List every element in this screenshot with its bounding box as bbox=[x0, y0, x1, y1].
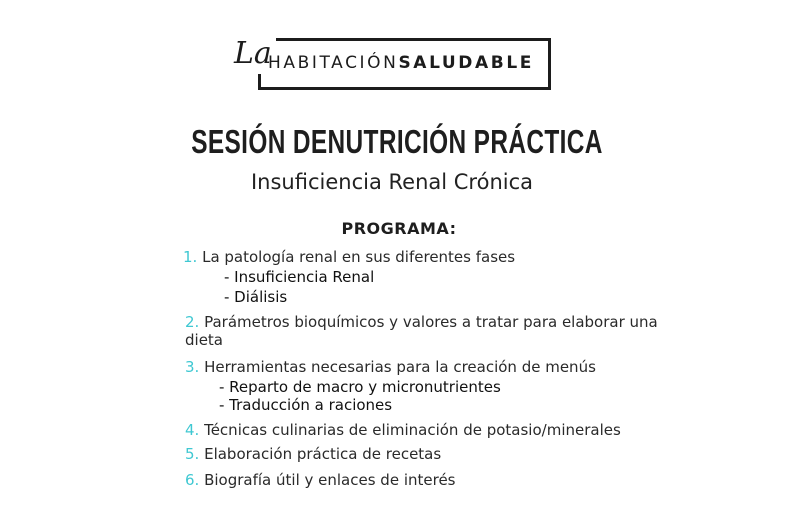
program-item-1 bbox=[183, 247, 515, 267]
page-subtitle: Insuficiencia Renal Crónica bbox=[250, 170, 533, 194]
program-subitem: - Traducción a raciones bbox=[219, 396, 393, 414]
program-item-6 bbox=[185, 470, 456, 490]
logo-script: La bbox=[232, 34, 276, 74]
program-item-2-continuation: dieta bbox=[185, 331, 223, 349]
page-title: SESIÓN DENUTRICIÓN PRÁCTICA bbox=[191, 123, 603, 160]
program-item-3 bbox=[185, 357, 596, 377]
program-item-4 bbox=[185, 420, 621, 440]
item-number: 2. bbox=[185, 313, 200, 331]
item-number: 4. bbox=[185, 421, 200, 439]
program-item-5 bbox=[185, 444, 441, 464]
item-number: 1. bbox=[183, 248, 198, 266]
program-subitem: - Diálisis bbox=[224, 288, 288, 306]
program-item-2 bbox=[185, 312, 658, 332]
item-text: Técnicas culinarias de eliminación de potasio/minerales bbox=[204, 421, 621, 439]
item-text: Herramientas necesarias para la creación de menús bbox=[204, 358, 596, 376]
item-text: Elaboración práctica de recetas bbox=[204, 445, 442, 463]
logo-wordmark bbox=[268, 52, 534, 74]
item-text: La patología renal en sus diferentes fases bbox=[202, 248, 516, 266]
program-heading: PROGRAMA: bbox=[341, 219, 457, 238]
item-text: Parámetros bioquímicos y valores a tratar para elaborar una bbox=[204, 313, 658, 331]
item-number: 6. bbox=[185, 471, 200, 489]
logo-word-bold: SALUDABLE bbox=[398, 53, 534, 73]
item-number: 3. bbox=[185, 358, 200, 376]
logo-word-thin: HABITACIÓN bbox=[268, 53, 399, 73]
program-subitem: - Reparto de macro y micronutrientes bbox=[219, 378, 501, 396]
program-subitem: - Insuficiencia Renal bbox=[224, 268, 375, 286]
logo bbox=[232, 38, 552, 90]
item-text: Biografía útil y enlaces de interés bbox=[204, 471, 456, 489]
item-number: 5. bbox=[185, 445, 200, 463]
